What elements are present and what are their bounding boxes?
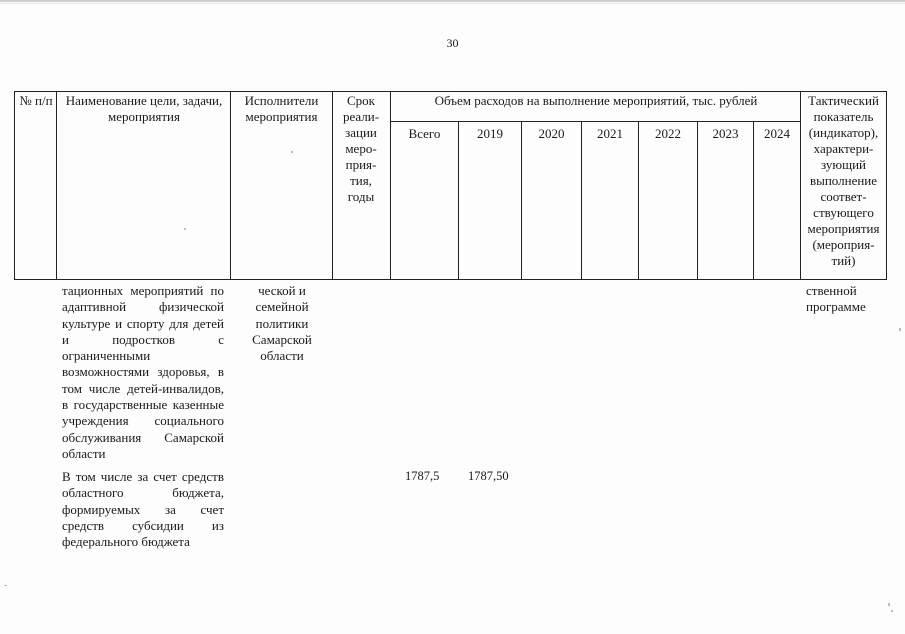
header-year-2019: 2019 xyxy=(477,126,503,141)
header-year-divider xyxy=(390,121,800,122)
header-year-2023: 2023 xyxy=(712,126,739,141)
col-line xyxy=(753,121,754,279)
scan-speck xyxy=(184,228,186,230)
scan-edge-line-secondary xyxy=(0,3,905,4)
page-number: 30 xyxy=(446,36,459,50)
row-name-text: тационных мероприятий по адаптивной физической культуре и спорту для детей и подростков с ограниченными возможностями здоровья, в том числе детей-инвалидов, в государственные казенные учреждения социального обслуживания Самарской области xyxy=(62,283,224,461)
scan-speck xyxy=(291,151,293,153)
header-period: Срок реали-зации меро-прия-тия, годы xyxy=(342,93,380,204)
col-line xyxy=(886,91,887,280)
subrow-name-text: В том числе за счет средств областного бюджета, формируемых за счет средств субсидии из федерального бюджета xyxy=(62,469,224,550)
subrow-2019-value: 1787,50 xyxy=(468,469,509,483)
col-line xyxy=(390,91,391,280)
header-bottom-border xyxy=(14,279,887,280)
header-top-border xyxy=(14,91,887,92)
header-expenses: Объем расходов на выполнение мероприятий, тыс. рублей xyxy=(434,93,758,108)
scan-speck xyxy=(899,328,901,331)
scan-speck xyxy=(888,603,890,606)
subrow-total-value: 1787,5 xyxy=(405,469,440,483)
header-year-total: Всего xyxy=(408,126,441,141)
header-year-2021: 2021 xyxy=(597,126,623,141)
header-year-2024: 2024 xyxy=(764,126,790,141)
col-line xyxy=(56,91,57,280)
row-indicator-text: ственной программе xyxy=(806,283,866,315)
scan-speck xyxy=(4,585,7,586)
col-line xyxy=(697,121,698,279)
scan-edge-line xyxy=(0,0,905,2)
header-name: Наименование цели, задачи, мероприятия xyxy=(65,93,223,124)
col-line xyxy=(14,91,15,280)
header-year-2020: 2020 xyxy=(538,126,565,141)
col-line xyxy=(638,121,639,279)
col-line xyxy=(332,91,333,280)
header-executors: Исполнители мероприятия xyxy=(244,93,319,124)
row-executor-text: ческой и семейной политики Самарской области xyxy=(252,283,312,364)
col-line xyxy=(581,121,582,279)
scan-speck xyxy=(891,610,893,612)
header-year-2022: 2022 xyxy=(655,126,681,141)
header-num: № п/п xyxy=(19,93,53,108)
col-line xyxy=(521,121,522,279)
header-indicator: Тактический показатель (индикатор), характери-зующий выполнение соответ-ствующего мероприятия (мероприя-тий) xyxy=(807,93,880,268)
col-line xyxy=(458,121,459,279)
